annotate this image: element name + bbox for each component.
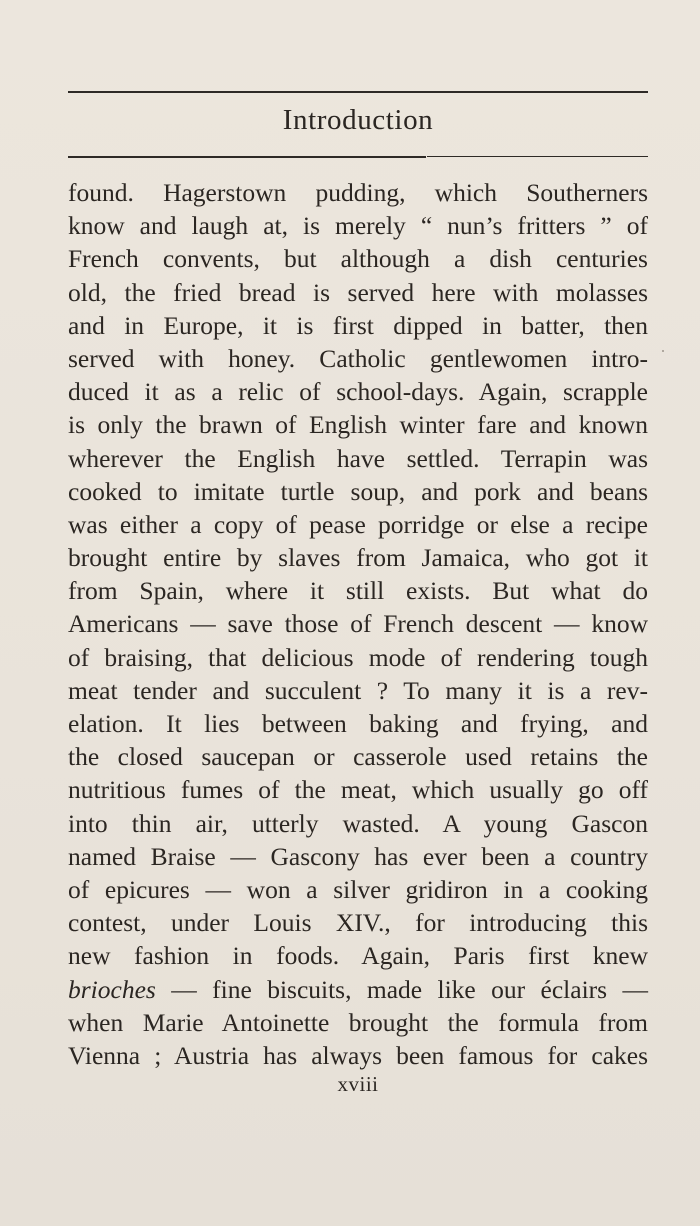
text-line: old, the fried bread is served here with molasses [68,277,648,307]
text-line: meat tender and succulent ? To many it is a rev- [68,675,648,705]
header-rule-bottom-right [427,156,648,157]
text-line: contest, under Louis XIV., for introducing this [68,908,648,938]
body-text [68,176,648,1072]
text-line: duced it as a relic of school-days. Again, scrapple [68,377,648,407]
text-line: found. Hagerstown pudding, which Southerners [68,178,648,207]
page-number: xviii [337,1072,379,1096]
text-line: new fashion in foods. Again, Paris first knew [68,941,648,971]
header-rule-top [68,91,648,93]
text-line: of epicures — won a silver gridiron in a cooking [68,874,648,904]
text-line: of braising, that delicious mode of rendering tough [68,642,648,672]
text-line: elation. It lies between baking and frying, and [68,709,648,738]
text-line: nutritious fumes of the meat, which usually go off [68,775,648,805]
text-line: named Braise — Gascony has ever been a country [68,841,648,871]
text-line: served with honey. Catholic gentlewomen intro- [68,343,648,373]
text-line: wherever the English have settled. Terrapin was [68,443,648,473]
text-line-rest: — fine biscuits, made like our éclairs — [171,974,648,1004]
text-line: is only the brawn of English winter fare and known [68,410,648,440]
text-line: know and laugh at, is merely “ nun’s fritters ” of [68,211,648,241]
text-line: brought entire by slaves from Jamaica, who got it [68,543,648,573]
italic-word-brioches: brioches [68,974,156,1004]
text-line: from Spain, where it still exists. But what do [68,576,648,606]
paper-speck [662,350,664,352]
text-line: French convents, but although a dish centuries [68,244,648,274]
text-line: and in Europe, it is first dipped in batter, then [68,310,648,340]
text-line: when Marie Antoinette brought the formula from [68,1007,648,1037]
header-rule-bottom-left [68,156,426,158]
text-line: the closed saucepan or casserole used retains the [68,742,648,772]
text-line-brioches [68,973,648,1006]
text-line: was either a copy of pease porridge or else a recipe [68,509,648,539]
running-head: Introduction [282,104,434,136]
text-line: cooked to imitate turtle soup, and pork and beans [68,476,648,506]
text-line: Americans — save those of French descent — know [68,609,648,639]
text-line: Vienna ; Austria has always been famous for cakes [68,1040,648,1070]
text-line: into thin air, utterly wasted. A young Gascon [68,808,648,838]
